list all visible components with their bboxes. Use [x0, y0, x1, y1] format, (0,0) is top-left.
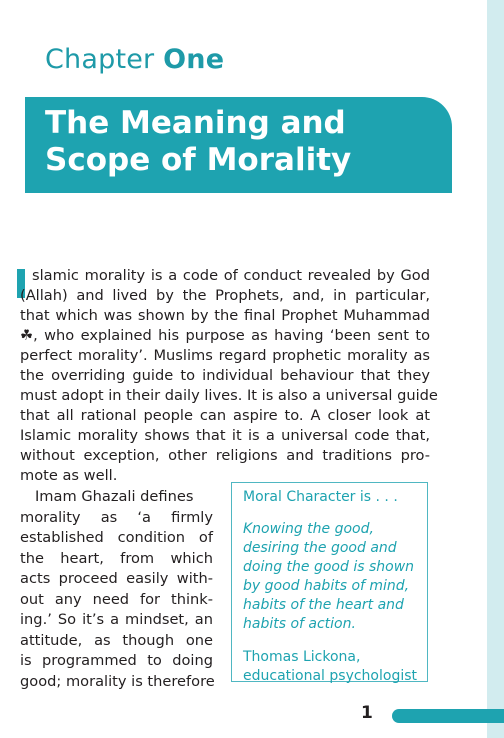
chapter-title-line: Scope of Morality	[45, 142, 352, 178]
paragraph-line: the overriding guide to individual behaviour that they	[20, 367, 430, 384]
sidebar-source	[243, 648, 427, 686]
paragraph-line: (Allah) and lived by the Prophets, and, in particular,	[20, 287, 430, 304]
intro-paragraph	[20, 266, 438, 486]
sidebar-quote-line: desiring the good and	[243, 540, 397, 556]
paragraph-line: that which was shown by the final Prophet Muhammad	[20, 307, 430, 324]
chapter-label	[45, 44, 224, 75]
paragraph-line: ☘, who explained his purpose as having ‘been sent to	[20, 327, 430, 344]
paragraph-line: mote as well.	[20, 467, 118, 484]
paragraph-line: out any need for think-	[20, 590, 213, 608]
paragraph-line: acts proceed easily with-	[20, 570, 213, 587]
chapter-label-prefix: Chapter	[45, 44, 155, 75]
page-edge-strip	[487, 0, 504, 738]
sidebar-box	[231, 482, 428, 682]
paragraph-line: without exception, other religions and traditions pro-	[20, 447, 430, 464]
second-paragraph	[20, 487, 213, 692]
paragraph-line: good; morality is therefore	[20, 672, 215, 690]
paragraph-line: Imam Ghazali defines	[35, 488, 194, 505]
sidebar-quote-line: by good habits of mind,	[243, 578, 410, 594]
paragraph-line: is programmed to doing	[20, 652, 213, 669]
chapter-title-line: The Meaning and	[45, 105, 346, 141]
sidebar-source-line: Thomas Lickona,	[243, 649, 361, 665]
paragraph-line: Islamic morality shows that it is a universal code that,	[20, 427, 430, 444]
sidebar-quote-line: habits of the heart and	[243, 597, 404, 613]
sidebar-quote-line: doing the good is shown	[243, 559, 415, 575]
paragraph-line: attitude, as though one	[20, 631, 213, 649]
sidebar-title: Moral Character is . . .	[243, 489, 398, 505]
page-number: 1	[361, 703, 373, 723]
chapter-label-number: One	[163, 44, 225, 75]
paragraph-line: morality as ‘a firmly	[20, 508, 213, 526]
sidebar-source-line: educational psychologist	[243, 668, 418, 684]
sidebar-quote-line: habits of action.	[243, 616, 356, 632]
paragraph-line: the heart, from which	[20, 549, 213, 567]
page-number-bar	[392, 709, 504, 723]
paragraph-line: must adopt in their daily lives. It is also a universal guide	[20, 387, 438, 404]
paragraph-line: ing.’ So it’s a mindset, an	[20, 611, 213, 628]
paragraph-line: that all rational people can aspire to. A closer look at	[20, 407, 430, 424]
chapter-title-banner	[25, 97, 452, 193]
paragraph-line: established condition of	[20, 529, 213, 546]
paragraph-line: perfect morality’. Muslims regard prophetic morality as	[20, 347, 430, 364]
sidebar-quote-line: Knowing the good,	[243, 521, 374, 537]
paragraph-line: slamic morality is a code of conduct revealed by God	[32, 267, 430, 284]
